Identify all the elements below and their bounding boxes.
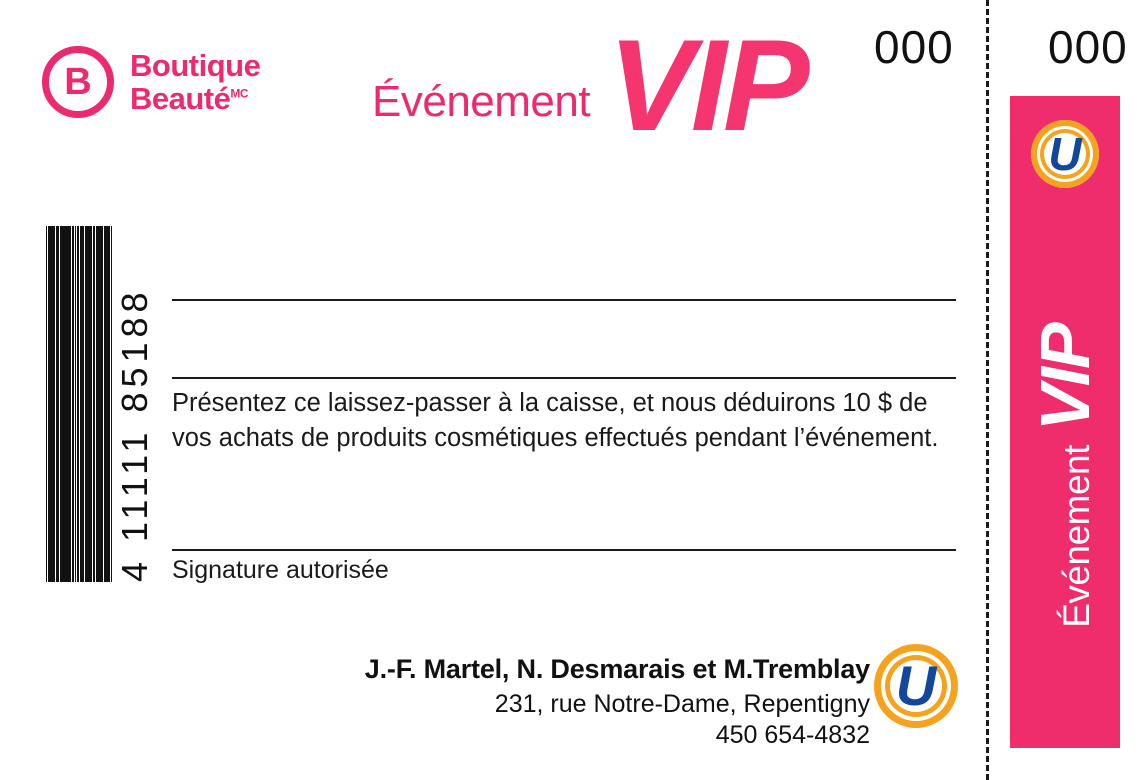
- trademark-mark: MC: [230, 86, 249, 101]
- offer-description: Présentez ce laissez-passer à la caisse, et nous déduirons 10 $ de vos achats de produits cosmétiques effectués pendant l’événement.: [172, 389, 939, 452]
- barcode-digits: 4 11111 85188: [114, 287, 155, 582]
- uniprix-logo-icon: [874, 644, 958, 728]
- headline-event-word: Événement: [372, 76, 591, 126]
- brand-name: [130, 49, 260, 116]
- ticket-stub: [1010, 96, 1120, 748]
- brand-name-line2: [130, 82, 260, 115]
- uniprix-letter: U: [895, 654, 937, 717]
- brand-monogram-icon: B: [42, 46, 114, 118]
- brand-name-line2-text: Beauté: [130, 81, 231, 116]
- stub-vip-word: VIP: [1026, 324, 1104, 432]
- serial-number-stub: 000: [1048, 21, 1128, 73]
- perforation-divider: [986, 0, 989, 780]
- uniprix-letter-stub: U: [1048, 128, 1082, 180]
- store-address: 231, rue Notre-Dame, Repentigny: [494, 689, 870, 718]
- headline: [372, 12, 806, 158]
- store-phone: 450 654-4832: [715, 720, 870, 749]
- stub-headline: [1010, 216, 1120, 736]
- signature-line: [172, 549, 956, 551]
- signature-label: Signature autorisée: [172, 556, 389, 584]
- barcode-bars: [46, 226, 112, 582]
- barcode: [40, 226, 160, 582]
- write-in-line-1: [172, 299, 956, 301]
- serial-number-main: 000: [874, 21, 954, 73]
- stub-event-word: Événement: [1056, 445, 1097, 628]
- headline-vip-word: VIP: [608, 12, 806, 158]
- brand-logo: [42, 46, 260, 118]
- store-info: [240, 655, 870, 751]
- uniprix-logo-icon-stub: [1031, 120, 1099, 188]
- store-owner-names: J.-F. Martel, N. Desmarais et M.Tremblay: [364, 654, 870, 684]
- brand-name-line1: Boutique: [130, 47, 261, 83]
- write-in-line-2: [172, 377, 956, 379]
